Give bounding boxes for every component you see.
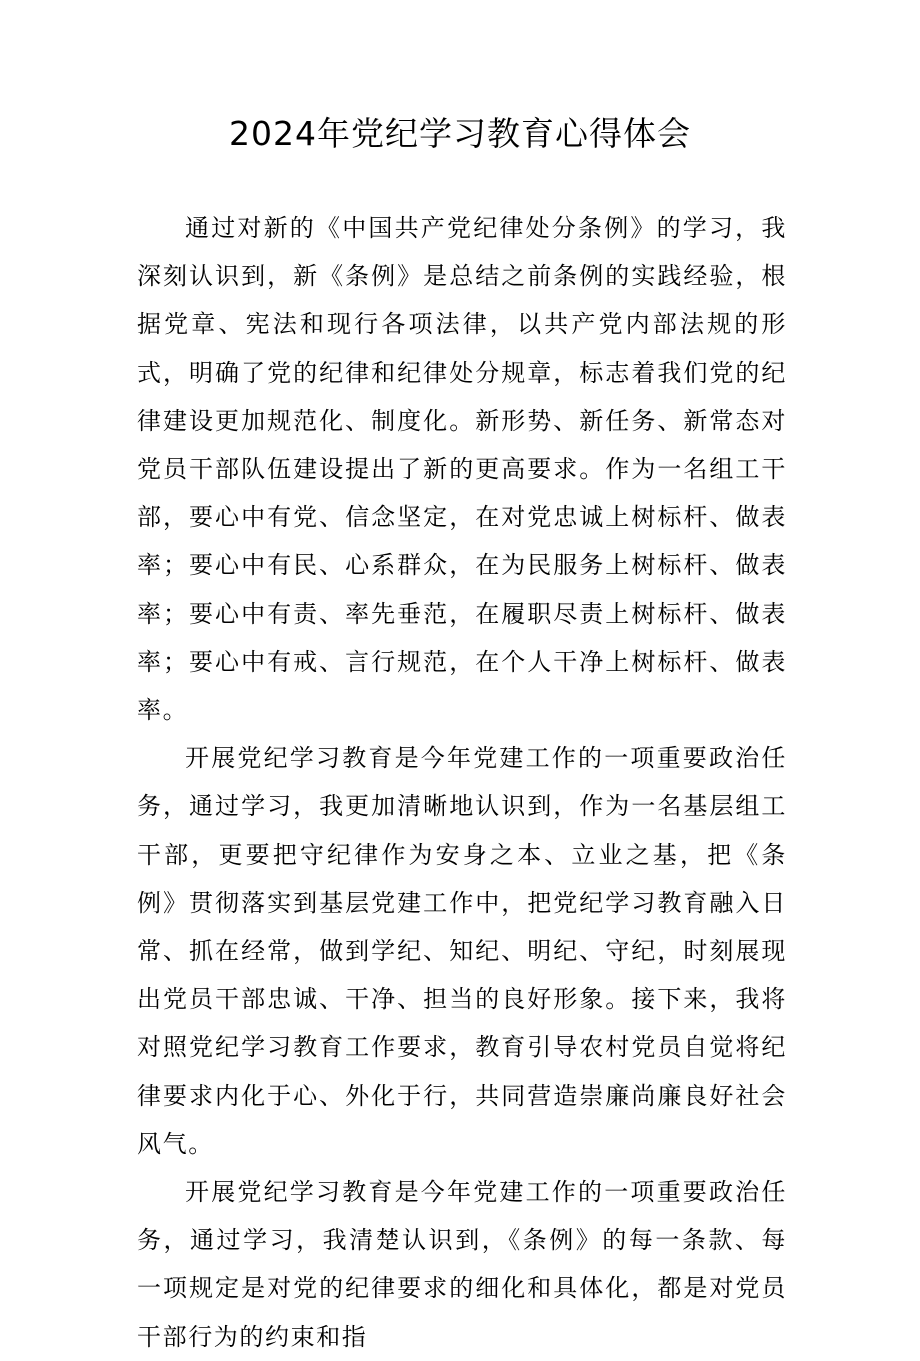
document-title: 2024年党纪学习教育心得体会 — [229, 114, 691, 153]
paragraph-3: 开展党纪学习教育是今年党建工作的一项重要政治任务，通过学习，我清楚认识到，《条例》的每一条款、每一项规定是对党的纪律要求的细化和具体化，都是对党员干部行为的约束和指 — [137, 1178, 787, 1351]
document-body — [137, 204, 787, 1361]
paragraph-1: 通过对新的《中国共产党纪律处分条例》的学习，我深刻认识到，新《条例》是总结之前条例的实践经验，根据党章、宪法和现行各项法律，以共产党内部法规的形式，明确了党的纪律和纪律处分规章，标志着我们党的纪律建设更加规范化、制度化。新形势、新任务、新常态对党员干部队伍建设提出了新的更高要求。作为一名组工干部，要心中有党、信念坚定，在对党忠诚上树标杆、做表率；要心中有民、心系群众，在为民服务上树标杆、做表率；要心中有责、率先垂范，在履职尽责上树标杆、做表率；要心中有戒、言行规范，在个人干净上树标杆、做表率。 — [137, 214, 787, 725]
paragraph-2: 开展党纪学习教育是今年党建工作的一项重要政治任务，通过学习，我更加清晰地认识到，作为一名基层组工干部，更要把守纪律作为安身之本、立业之基，把《条例》贯彻落实到基层党建工作中，把党纪学习教育融入日常、抓在经常，做到学纪、知纪、明纪、守纪，时刻展现出党员干部忠诚、干净、担当的良好形象。接下来，我将对照党纪学习教育工作要求，教育引导农村党员自觉将纪律要求内化于心、外化于行，共同营造崇廉尚廉良好社会风气。 — [137, 744, 787, 1158]
